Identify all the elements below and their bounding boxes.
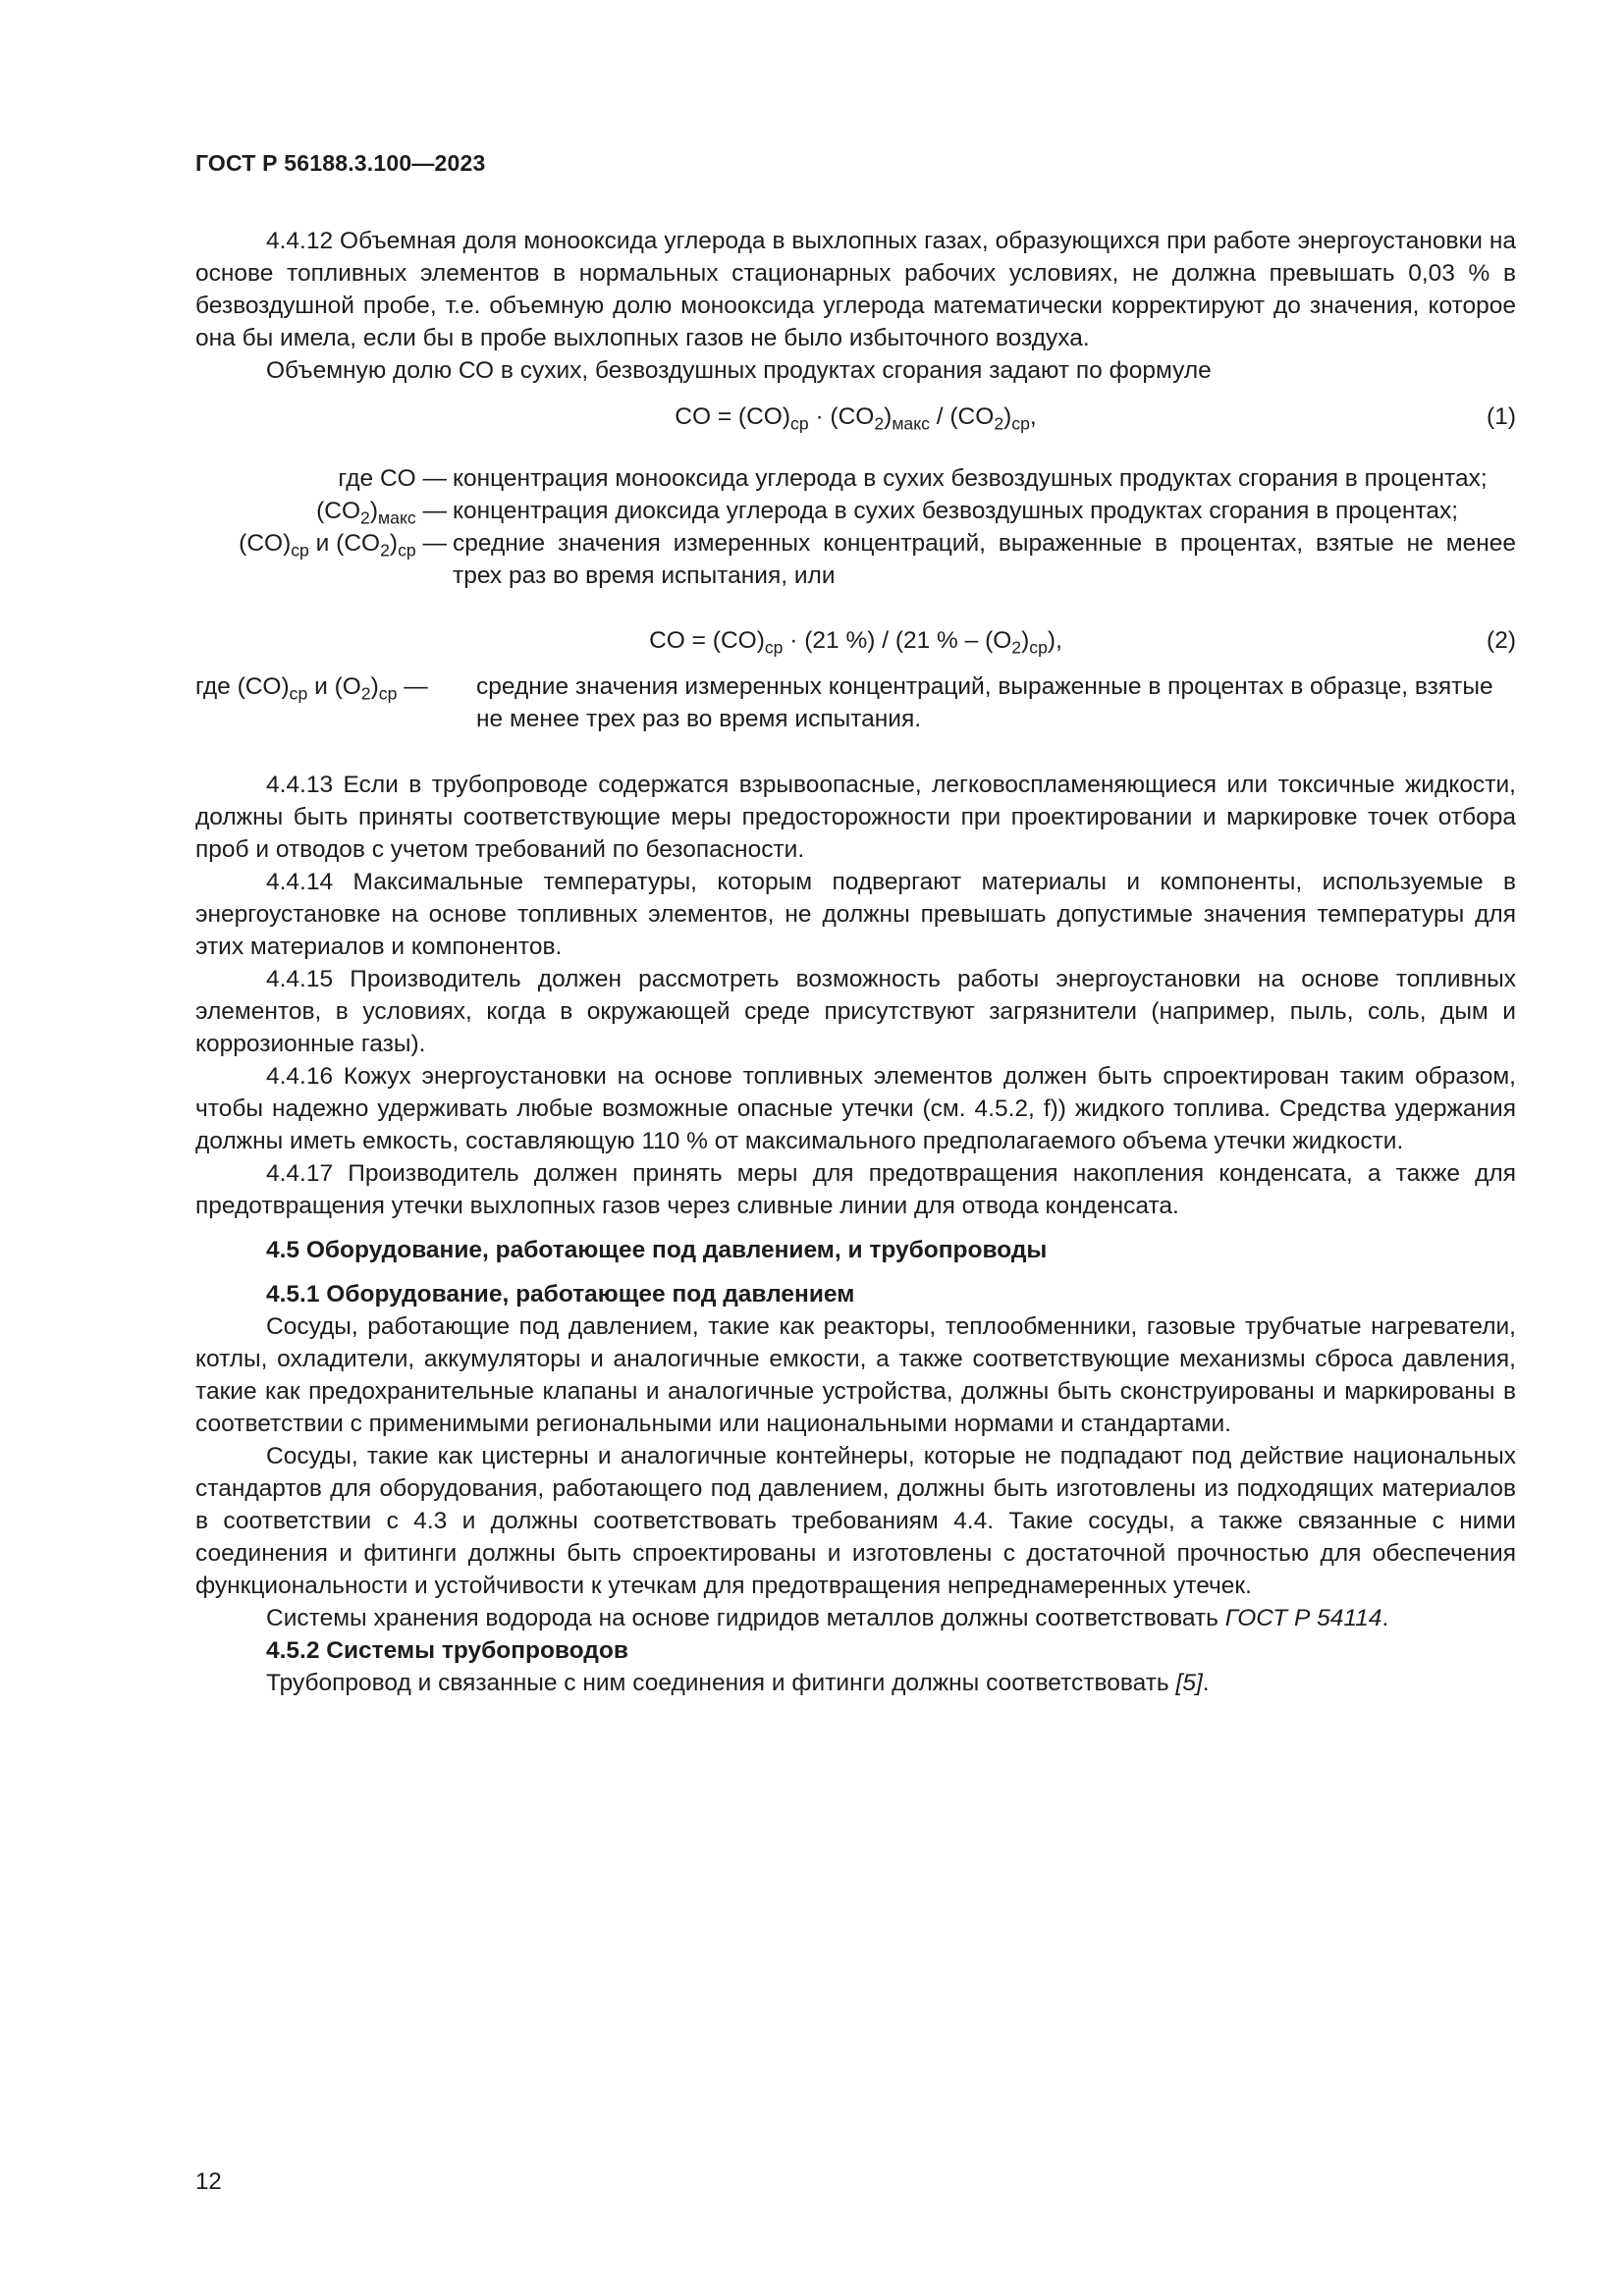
formula-text: ) (1021, 627, 1030, 654)
legend-subscript: ср (289, 683, 308, 704)
legend-term-co-o2-avg (195, 670, 476, 735)
formula-2-legend (195, 670, 1516, 735)
formula-text: ) (884, 403, 893, 430)
formula-text: , (1029, 403, 1037, 430)
paragraph-4-4-14: 4.4.14 Максимальные температуры, которым подвергают материалы и компоненты, используемые в энергоустановке на основе топливных элементов, не должны превышать допустимые значения температуры для этих материалов и компонентов. (195, 869, 1516, 960)
paragraph-4-4-13: 4.4.13 Если в трубопроводе содержатся взрывоопасные, легковоспламеняющиеся или токсичные жидкости, должны быть приняты соответствующие меры предосторожности при проектировании и маркировке точек отбора проб и отводов с учетом требований по безопасности. (195, 772, 1516, 863)
paragraph-text: . (1381, 1605, 1389, 1631)
formula-subscript: 2 (1011, 637, 1022, 658)
section-heading-4-5: 4.5 Оборудование, работающее под давлением, и трубопроводы (266, 1237, 1048, 1263)
formula-text: CO = (CO) (649, 627, 765, 654)
page-number: 12 (195, 2168, 222, 2195)
formula-subscript: ср (1011, 413, 1030, 434)
formula-text: ) (1003, 403, 1012, 430)
formula-2-expression (195, 624, 1516, 657)
legend-def-co-o2-avg: средние значения измеренных концентраций, выраженные в процентах в образце, взятые не менее трех раз во время испытания. (476, 673, 1493, 732)
formula-2 (195, 624, 1516, 657)
legend-term-text: ) (369, 498, 379, 524)
legend-subscript: ср (378, 683, 398, 704)
legend-term-text: где CO — (338, 465, 447, 492)
legend-subscript: макс (378, 507, 416, 528)
formula-text: CO = (CO) (675, 403, 791, 430)
paragraph-4-5-1-b: Сосуды, такие как цистерны и аналогичные контейнеры, которые не подпадают под действие национальных стандартов для оборудования, работающего под давлением, должны быть изготовлены из подходящих материалов в соответствии с 4.3 и должны соответствовать требованиям 4.4. Такие сосуды, а также связанные с ними соединения и фитинги должны быть спроектированы и изготовлены с достаточной прочностью для обеспечения функциональности и устойчивости к утечкам для предотвращения непреднамеренных утечек. (195, 1443, 1516, 1599)
paragraph-4-5-1-c (195, 1602, 1516, 1634)
legend-subscript: 2 (360, 683, 371, 704)
paragraph-4-4-17: 4.4.17 Производитель должен принять меры для предотвращения накопления конденсата, а также для предотвращения утечки выхлопных газов через сливные линии для отвода конденсата. (195, 1160, 1516, 1219)
reference-5: [5] (1175, 1670, 1203, 1696)
legend-term-text: ) (389, 530, 399, 557)
paragraph-text: Системы хранения водорода на основе гидридов металлов должны соответствовать (266, 1605, 1225, 1631)
legend-term-text: (CO) (239, 530, 292, 557)
paragraph-text: . (1202, 1670, 1210, 1696)
subsection-heading-4-5-2: 4.5.2 Системы трубопроводов (266, 1637, 628, 1664)
legend-term-co2-max (195, 495, 453, 527)
formula-subscript: 2 (994, 413, 1004, 434)
legend-term-text: — (415, 498, 447, 524)
legend-subscript: 2 (360, 507, 370, 528)
legend-subscript: ср (291, 540, 309, 561)
legend-term-text: — (415, 530, 447, 557)
paragraph-formula-intro: Объемную долю СО в сухих, безвоздушных продуктах сгорания задают по формуле (266, 357, 1212, 384)
formula-text: / (CO (929, 403, 995, 430)
formula-subscript: макс (892, 413, 930, 434)
formula-subscript: ср (764, 637, 784, 658)
paragraph-4-4-15: 4.4.15 Производитель должен рассмотреть возможность работы энергоустановки на основе топливных элементов, в условиях, когда в окружающей среде присутствуют загрязнители (например, пыль, соль, дым и коррозионные газы). (195, 966, 1516, 1057)
legend-def-co: концентрация монооксида углерода в сухих безвоздушных продуктах сгорания в процентах; (453, 465, 1488, 492)
legend-term-co-co2-avg (135, 527, 453, 592)
legend-subscript: ср (398, 540, 416, 561)
legend-term-text: — (397, 673, 428, 700)
paragraph-text: Трубопровод и связанные с ним соединения и фитинги должны соответствовать (266, 1670, 1176, 1696)
formula-text: · (CO (808, 403, 875, 430)
formula-subscript: ср (1029, 637, 1048, 658)
formula-subscript: 2 (874, 413, 885, 434)
subsection-heading-4-5-1: 4.5.1 Оборудование, работающее под давлением (266, 1281, 855, 1308)
legend-def-co2-max: концентрация диоксида углерода в сухих безвоздушных продуктах сгорания в процентах; (453, 498, 1459, 524)
formula-text: ), (1047, 627, 1062, 654)
legend-term-text: где (CO) (195, 673, 290, 700)
reference-gost-r-54114: ГОСТ Р 54114 (1224, 1605, 1382, 1631)
legend-term-text: и (O (307, 673, 361, 700)
standard-designation: ГОСТ Р 56188.3.100—2023 (195, 150, 486, 176)
paragraph-4-5-1-a: Сосуды, работающие под давлением, такие как реакторы, теплообменники, газовые трубчатые нагреватели, котлы, охладители, аккумуляторы и аналогичные емкости, а также соответствующие механизмы сброса давления, такие как предохранительные клапаны и аналогичные устройства, должны быть сконструированы и маркированы в соответствии с применимыми региональными или национальными нормами и стандартами. (195, 1313, 1516, 1437)
page-content (195, 225, 1516, 1699)
formula-text: · (21 %) / (21 % – (O (783, 627, 1012, 654)
legend-term-text: ) (370, 673, 379, 700)
formula-1-legend (195, 462, 1516, 592)
formula-1 (195, 400, 1516, 433)
paragraph-4-4-12: 4.4.12 Объемная доля монооксида углерода в выхлопных газах, образующихся при работе энергоустановки на основе топливных элементов в нормальных стационарных рабочих условиях, не должна превышать 0,03 % в безвоздушной пробе, т.е. объемную долю монооксида углерода математически корректируют до значения, которое она бы имела, если бы в пробе выхлопных газов не было избыточного воздуха. (195, 228, 1516, 351)
legend-term-text: и (CO (308, 530, 381, 557)
legend-term-text: (CO (316, 498, 361, 524)
legend-subscript: 2 (380, 540, 390, 561)
formula-1-expression (195, 400, 1516, 433)
legend-def-co-co2-avg: средние значения измеренных концентраций, выраженные в процентах, взятые не менее трех раз во время испытания, или (453, 530, 1516, 589)
legend-term-co (195, 462, 453, 495)
formula-2-number: (2) (1487, 627, 1516, 654)
formula-1-number: (1) (1487, 403, 1516, 430)
formula-subscript: ср (790, 413, 809, 434)
paragraph-4-4-16: 4.4.16 Кожух энергоустановки на основе топливных элементов должен быть спроектирован таким образом, чтобы надежно удерживать любые возможные опасные утечки (см. 4.5.2, f)) жидкого топлива. Средства удержания должны иметь емкость, составляющую 110 % от максимального предполагаемого объема утечки жидкости. (195, 1063, 1516, 1154)
paragraph-4-5-2 (195, 1667, 1516, 1699)
